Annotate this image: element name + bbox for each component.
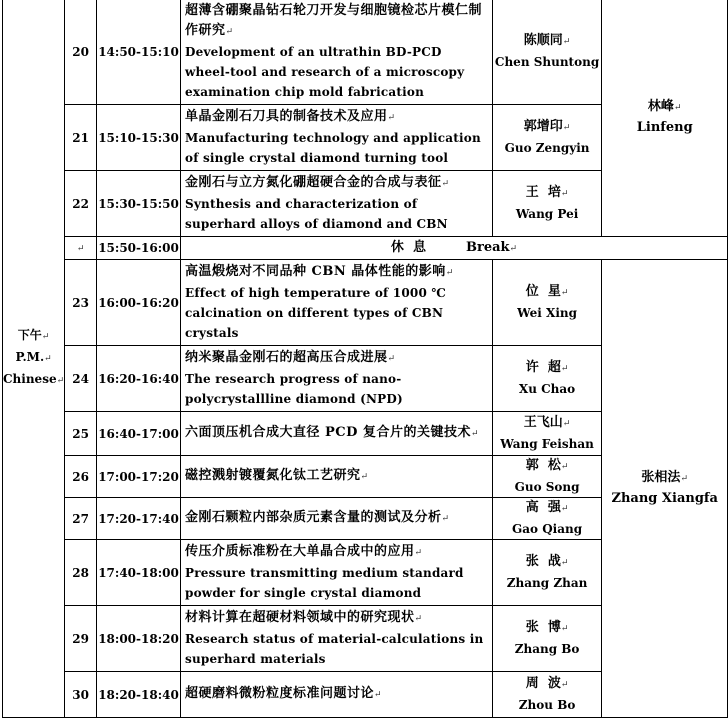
topic-en: The research progress of nano-polycrystallline diamond (NPD) — [185, 372, 403, 406]
session-cell — [3, 0, 65, 718]
time-text: 15:10-15:30 — [98, 130, 179, 145]
topic-zh — [185, 1, 488, 42]
topic-zh-text: 六面顶压机合成大直径 PCD 复合片的关键技术 — [185, 425, 471, 440]
topic-zh-text: 传压介质标准粉在大单晶合成中的应用 — [185, 544, 415, 559]
talk-topic — [181, 498, 493, 540]
speaker-en: Xu Chao — [518, 382, 576, 396]
speaker-zh-text: 张 博 — [525, 620, 561, 635]
paragraph-mark: ↵ — [680, 474, 688, 484]
speaker-zh — [493, 183, 602, 204]
talk-time — [97, 498, 181, 540]
speaker-en: Zhang Zhan — [506, 576, 588, 590]
paragraph-mark: ↵ — [673, 103, 682, 113]
topic-zh — [185, 608, 488, 629]
speaker-en: Chen Shuntong — [494, 55, 600, 69]
speaker-zh-text: 郭增印 — [523, 119, 563, 134]
speaker-zh — [493, 117, 602, 138]
speaker-zh — [493, 413, 602, 434]
talk-number: 27 — [65, 498, 97, 540]
topic-en: Synthesis and characterization of superhard alloys of diamond and CBN — [185, 197, 448, 231]
paragraph-mark: ↵ — [44, 354, 52, 364]
speaker-zh — [493, 31, 602, 52]
topic-en: Effect of high temperature of 1000 ℃ calcination on different types of CBN crystals — [185, 286, 446, 340]
topic-zh-text: 材料计算在超硬材料领域中的研究现状 — [185, 610, 415, 625]
topic-zh-text: 超硬磨料微粉粒度标准问题讨论 — [185, 686, 375, 701]
break-en: Break — [465, 239, 510, 255]
topic-zh-text: 单晶金刚石刀具的制备技术及应用 — [185, 109, 388, 124]
speaker-zh — [493, 456, 602, 477]
topic-zh — [185, 423, 488, 444]
speaker-zh-text: 许 超 — [525, 360, 561, 375]
talk-speaker — [492, 412, 602, 456]
topic-zh-text: 高温煅烧对不同品种 CBN 晶体性能的影响 — [185, 264, 446, 279]
paragraph-mark: ↵ — [441, 514, 450, 524]
speaker-zh — [493, 618, 602, 639]
topic-en: Pressure transmitting medium standard powder for single crystal diamond — [185, 566, 464, 600]
time-text: 16:40-17:00 — [98, 426, 179, 441]
speaker-zh — [493, 282, 602, 303]
topic-en: Research status of material-calculations in superhard materials — [185, 632, 484, 666]
paragraph-mark: ↵ — [56, 376, 65, 386]
speaker-zh — [493, 674, 602, 695]
topic-en: Development of an ultrathin BD-PCD wheel-tool and research of a microscopy examination chip mold fabrication — [185, 45, 465, 99]
talk-number: 22 — [65, 171, 97, 237]
talk-number: 24 — [65, 346, 97, 412]
paragraph-mark: ↵ — [560, 189, 569, 199]
speaker-zh — [493, 358, 602, 379]
talk-time — [97, 171, 181, 237]
talk-topic — [181, 412, 493, 456]
paragraph-mark: ↵ — [560, 504, 569, 514]
talk-time — [97, 260, 181, 346]
topic-zh-text: 超薄含硼聚晶钻石轮刀开发与细胞镜检芯片模仁制作研究 — [185, 3, 483, 38]
chair-cell — [602, 260, 728, 718]
topic-zh — [185, 542, 488, 563]
talk-time — [97, 672, 181, 718]
speaker-en: Gao Qiang — [512, 522, 583, 536]
speaker-zh-text: 位 星 — [525, 284, 561, 299]
paragraph-mark: ↵ — [360, 472, 369, 482]
paragraph-mark: ↵ — [441, 179, 450, 189]
talk-number: 25 — [65, 412, 97, 456]
talk-topic — [181, 0, 493, 105]
schedule-body — [3, 0, 728, 718]
topic-zh — [185, 173, 488, 194]
paragraph-mark: ↵ — [445, 268, 454, 278]
session-en1: P.M. — [15, 350, 45, 364]
speaker-en: Wang Feishan — [500, 437, 594, 451]
paragraph-mark: ↵ — [560, 364, 569, 374]
paragraph-mark: ↵ — [560, 288, 569, 298]
paragraph-mark: ↵ — [509, 243, 518, 254]
talk-time — [97, 105, 181, 171]
talk-speaker — [492, 498, 602, 540]
speaker-zh-text: 陈顺同 — [523, 33, 563, 48]
speaker-zh-text: 王飞山 — [523, 415, 563, 430]
talk-speaker — [492, 606, 602, 672]
time-text: 17:40-18:00 — [98, 565, 179, 580]
talk-topic — [181, 606, 493, 672]
talk-speaker — [492, 540, 602, 606]
paragraph-mark: ↵ — [225, 27, 234, 37]
talk-speaker — [492, 672, 602, 718]
topic-zh-text: 金刚石颗粒内部杂质元素含量的测试及分析 — [185, 510, 442, 525]
speaker-en: Zhang Bo — [514, 642, 580, 656]
talk-topic — [181, 346, 493, 412]
paragraph-mark: ↵ — [414, 614, 423, 624]
talk-time — [97, 540, 181, 606]
chair-name-zh — [602, 468, 727, 489]
time-text: 15:30-15:50 — [98, 196, 179, 211]
chair-cell — [602, 0, 728, 237]
paragraph-mark: ↵ — [387, 113, 396, 123]
speaker-zh-text: 郭 松 — [525, 458, 561, 473]
break-number — [65, 237, 97, 260]
paragraph-mark: ↵ — [470, 429, 479, 439]
topic-zh — [185, 684, 488, 705]
talk-time — [97, 0, 181, 105]
speaker-zh-text: 张 战 — [525, 554, 561, 569]
session-label — [3, 325, 64, 347]
session-zh: 下午 — [17, 328, 42, 342]
topic-zh-text: 磁控溅射镀覆氮化钛工艺研究 — [185, 468, 361, 483]
speaker-zh-text: 周 波 — [525, 676, 561, 691]
table-row — [3, 260, 728, 346]
talk-speaker — [492, 105, 602, 171]
time-text: 18:20-18:40 — [98, 687, 179, 702]
paragraph-mark: ↵ — [414, 548, 423, 558]
time-text: 17:00-17:20 — [98, 469, 179, 484]
time-text: 18:00-18:20 — [98, 631, 179, 646]
talk-number: 21 — [65, 105, 97, 171]
paragraph-mark: ↵ — [560, 624, 569, 634]
paragraph-mark: ↵ — [560, 462, 569, 472]
time-text: 17:20-17:40 — [98, 511, 179, 526]
speaker-en: Zhou Bo — [518, 698, 576, 712]
talk-time — [97, 346, 181, 412]
talk-speaker — [492, 171, 602, 237]
talk-number: 23 — [65, 260, 97, 346]
break-label — [181, 237, 728, 260]
talk-speaker — [492, 346, 602, 412]
talk-time — [97, 456, 181, 498]
chair-zh: 张相法 — [641, 470, 681, 485]
time-text: 16:20-16:40 — [98, 371, 179, 386]
session-label — [3, 369, 64, 391]
talk-topic — [181, 672, 493, 718]
talk-number: 29 — [65, 606, 97, 672]
talk-speaker — [492, 260, 602, 346]
table-row — [3, 237, 728, 260]
paragraph-mark: ↵ — [76, 244, 85, 254]
speaker-en: Wang Pei — [515, 207, 579, 221]
paragraph-mark: ↵ — [387, 354, 396, 364]
talk-time — [97, 412, 181, 456]
paragraph-mark: ↵ — [562, 123, 571, 133]
topic-en: Manufacturing technology and application of single crystal diamond turning tool — [185, 131, 481, 165]
talk-topic — [181, 456, 493, 498]
talk-time — [97, 606, 181, 672]
paragraph-mark: ↵ — [562, 419, 571, 429]
speaker-zh — [493, 552, 602, 573]
speaker-zh-text: 高 强 — [525, 500, 561, 515]
session-en2: Chinese — [3, 372, 57, 386]
talk-speaker — [492, 456, 602, 498]
speaker-en: Guo Song — [514, 480, 580, 494]
chair-name-zh — [602, 97, 727, 118]
talk-number: 30 — [65, 672, 97, 718]
topic-zh — [185, 262, 488, 283]
speaker-en: Wei Xing — [517, 306, 577, 320]
table-row — [3, 0, 728, 105]
chair-name-en: Linfeng — [636, 120, 693, 135]
topic-zh — [185, 348, 488, 369]
paragraph-mark: ↵ — [374, 690, 383, 700]
chair-zh: 林峰 — [647, 99, 674, 114]
chair-name-en: Zhang Xiangfa — [611, 491, 718, 506]
break-time: 15:50-16:00 — [97, 237, 181, 260]
time-text: 14:50-15:10 — [98, 44, 179, 59]
paragraph-mark: ↵ — [560, 558, 569, 568]
topic-zh — [185, 466, 488, 487]
schedule-table — [2, 0, 728, 718]
talk-speaker — [492, 0, 602, 105]
session-label — [3, 347, 64, 369]
time-text: 16:00-16:20 — [98, 295, 179, 310]
paragraph-mark: ↵ — [41, 332, 50, 342]
speaker-zh — [493, 498, 602, 519]
paragraph-mark: ↵ — [560, 680, 569, 690]
topic-zh-text: 金刚石与立方氮化硼超硬合金的合成与表征 — [185, 175, 442, 190]
topic-zh — [185, 107, 488, 128]
talk-topic — [181, 171, 493, 237]
talk-number: 26 — [65, 456, 97, 498]
talk-topic — [181, 105, 493, 171]
topic-zh-text: 纳米聚晶金刚石的超高压合成进展 — [185, 350, 388, 365]
speaker-zh-text: 王 培 — [525, 185, 561, 200]
paragraph-mark: ↵ — [562, 37, 571, 47]
talk-topic — [181, 540, 493, 606]
topic-zh — [185, 508, 488, 529]
break-zh: 休 息 — [390, 239, 426, 255]
talk-topic — [181, 260, 493, 346]
talk-number: 20 — [65, 0, 97, 105]
talk-number: 28 — [65, 540, 97, 606]
speaker-en: Guo Zengyin — [504, 141, 590, 155]
